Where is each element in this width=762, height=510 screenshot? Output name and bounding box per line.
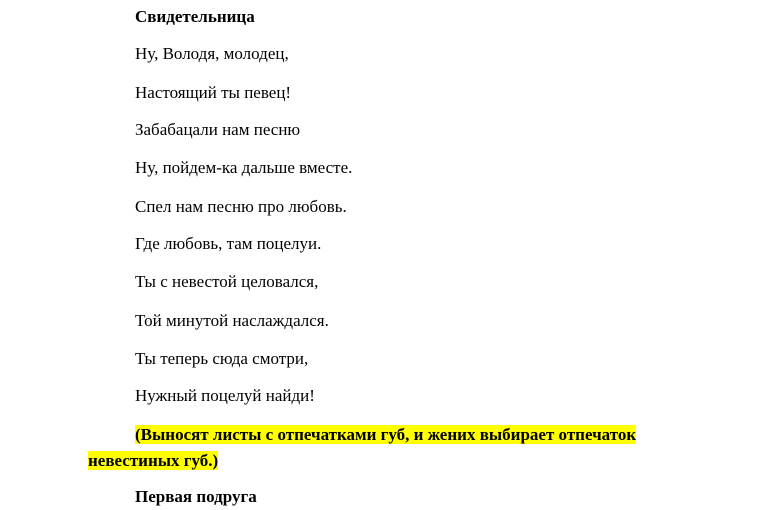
stage-direction-line-1: (Выносят листы с отпечатками губ, и жених выбирает отпечаток	[135, 425, 637, 444]
verse-line: Той минутой наслаждался.	[135, 311, 329, 330]
verse-line: Настоящий ты певец!	[135, 83, 292, 102]
speaker-heading: Первая подруга	[135, 487, 257, 506]
verse-line: Ты теперь сюда смотри,	[135, 349, 309, 368]
verse-line: Ну, Володя, молодец,	[135, 44, 289, 63]
verse-line: Нужный поцелуй найди!	[135, 386, 315, 405]
verse-line: Ты с невестой целовался,	[135, 272, 319, 291]
verse-line: Забабацали нам песню	[135, 120, 301, 139]
speaker-heading: Свидетельница	[135, 7, 255, 26]
verse-line: Спел нам песню про любовь.	[135, 197, 347, 216]
verse-line: Где любовь, там поцелуи.	[135, 234, 322, 253]
stage-direction-line-2: невестиных губ.)	[88, 451, 219, 470]
verse-line: Ну, пойдем-ка дальше вместе.	[135, 158, 353, 177]
stage-direction	[88, 422, 728, 474]
